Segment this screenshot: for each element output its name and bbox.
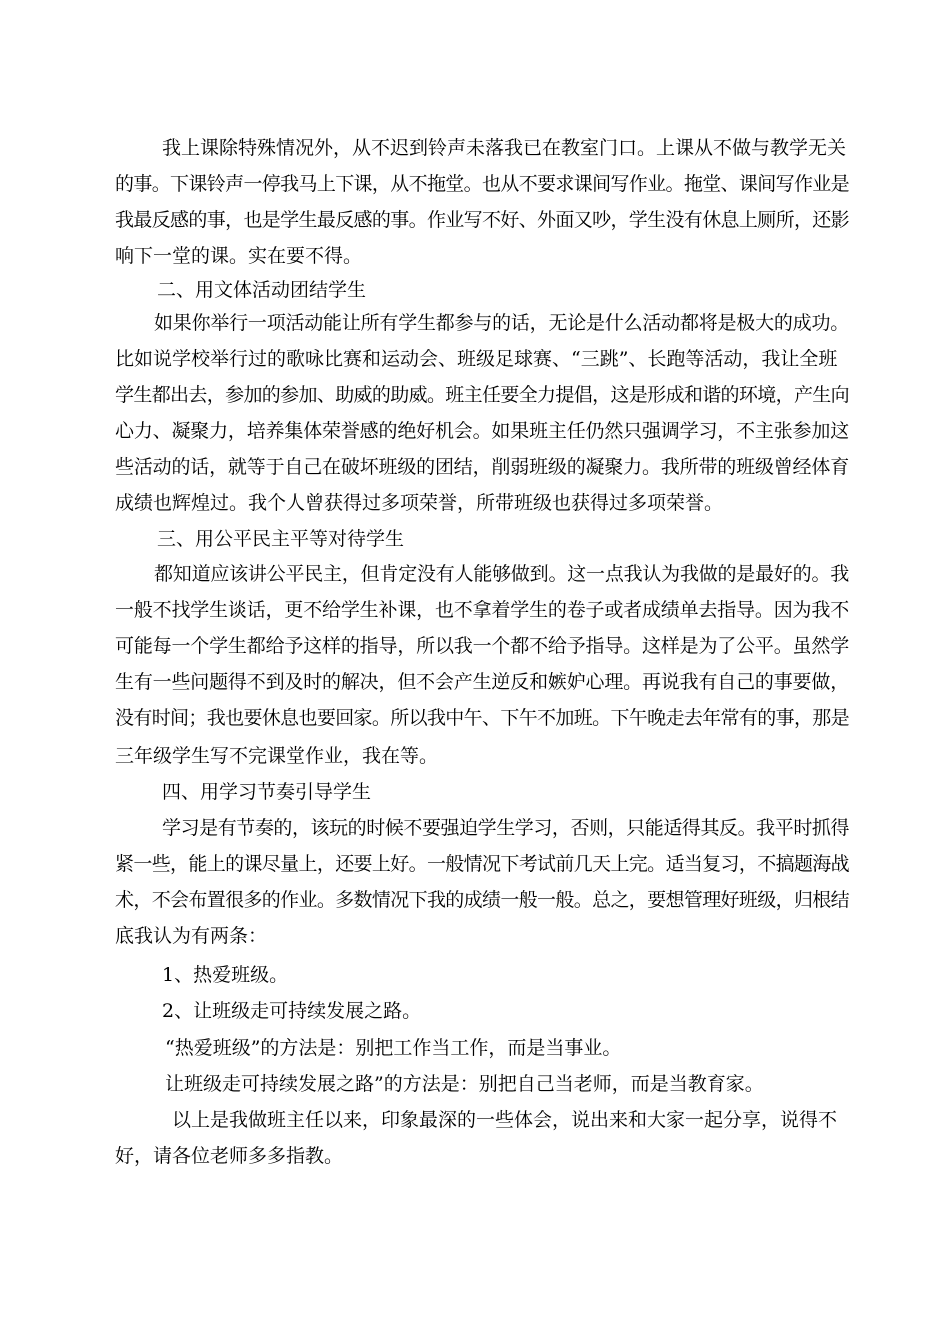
paragraph-4-line-1: 学习是有节奏的，该玩的时候不要强迫学生学习，否则，只能适得其反。我平时抓得 — [162, 817, 850, 839]
list-item-2: 2、让班级走可持续发展之路。 — [162, 1000, 422, 1022]
paragraph-3-line-1: 都知道应该讲公平民主，但肯定没有人能够做到。这一点我认为我做的是最好的。我 — [154, 563, 850, 585]
paragraph-3-line-5: 没有时间；我也要休息也要回家。所以我中午、下午不加班。下午晚走去年常有的事，那是 — [115, 707, 850, 729]
paragraph-2-line-3: 学生都出去，参加的参加、助威的助威。班主任要全力提倡，这是形成和谐的环境，产生向 — [115, 384, 850, 406]
list-item-1: 1、热爱班级。 — [162, 964, 289, 986]
closing-line-1: 以上是我做班主任以来，印象最深的一些体会，说出来和大家一起分享，说得不 — [172, 1109, 838, 1131]
paragraph-1-line-4: 响下一堂的课。实在要不得。 — [115, 245, 363, 267]
method-line-2: 让班级走可持续发展之路”的方法是：别把自己当老师，而是当教育家。 — [165, 1073, 764, 1095]
paragraph-3-line-4: 生有一些问题得不到及时的解决，但不会产生逆反和嫉妒心理。再说我有自己的事要做， — [115, 671, 850, 693]
paragraph-1-line-1: 我上课除特殊情况外，从不迟到铃声未落我已在教室门口。上课从不做与教学无关 — [162, 137, 847, 159]
paragraph-2-line-2: 比如说学校举行过的歌咏比赛和运动会、班级足球赛、“三跳”、长跑等活动，我让全班 — [115, 348, 838, 370]
paragraph-3-line-6: 三年级学生写不完课堂作业，我在等。 — [115, 745, 439, 767]
paragraph-3-line-3: 可能每一个学生都给予这样的指导，所以我一个都不给予指导。这样是为了公平。虽然学 — [115, 635, 850, 657]
paragraph-2-line-6: 成绩也辉煌过。我个人曾获得过多项荣誉，所带班级也获得过多项荣誉。 — [115, 492, 724, 514]
paragraph-3-line-2: 一般不找学生谈话，更不给学生补课，也不拿着学生的卷子或者成绩单去指导。因为我不 — [115, 599, 850, 621]
method-line-1: “热爱班级”的方法是：别把工作当工作，而是当事业。 — [165, 1037, 622, 1059]
paragraph-2-line-4: 心力、凝聚力，培养集体荣誉感的绝好机会。如果班主任仍然只强调学习，不主张参加这 — [115, 420, 850, 442]
section-heading-4: 四、用学习节奏引导学生 — [162, 781, 372, 803]
paragraph-4-line-2: 紧一些，能上的课尽量上，还要上好。一般情况下考试前几天上完。适当复习，不搞题海战 — [115, 853, 850, 875]
section-heading-2: 二、用文体活动团结学生 — [157, 279, 367, 301]
paragraph-2-line-5: 些活动的话，就等于自己在破坏班级的团结，削弱班级的凝聚力。我所带的班级曾经体育 — [115, 456, 850, 478]
section-heading-3: 三、用公平民主平等对待学生 — [157, 528, 405, 550]
paragraph-4-line-4: 底我认为有两条： — [115, 925, 268, 947]
closing-line-2: 好，请各位老师多多指教。 — [115, 1145, 344, 1167]
paragraph-2-line-1: 如果你举行一项活动能让所有学生都参与的话，无论是什么活动都将是极大的成功。 — [154, 312, 850, 334]
paragraph-4-line-3: 术，不会布置很多的作业。多数情况下我的成绩一般一般。总之，要想管理好班级，归根结 — [115, 889, 850, 911]
paragraph-1-line-3: 我最反感的事，也是学生最反感的事。作业写不好、外面又吵，学生没有休息上厕所，还影 — [115, 209, 850, 231]
paragraph-1-line-2: 的事。下课铃声一停我马上下课，从不拖堂。也从不要求课间写作业。拖堂、课间写作业是 — [115, 173, 850, 195]
